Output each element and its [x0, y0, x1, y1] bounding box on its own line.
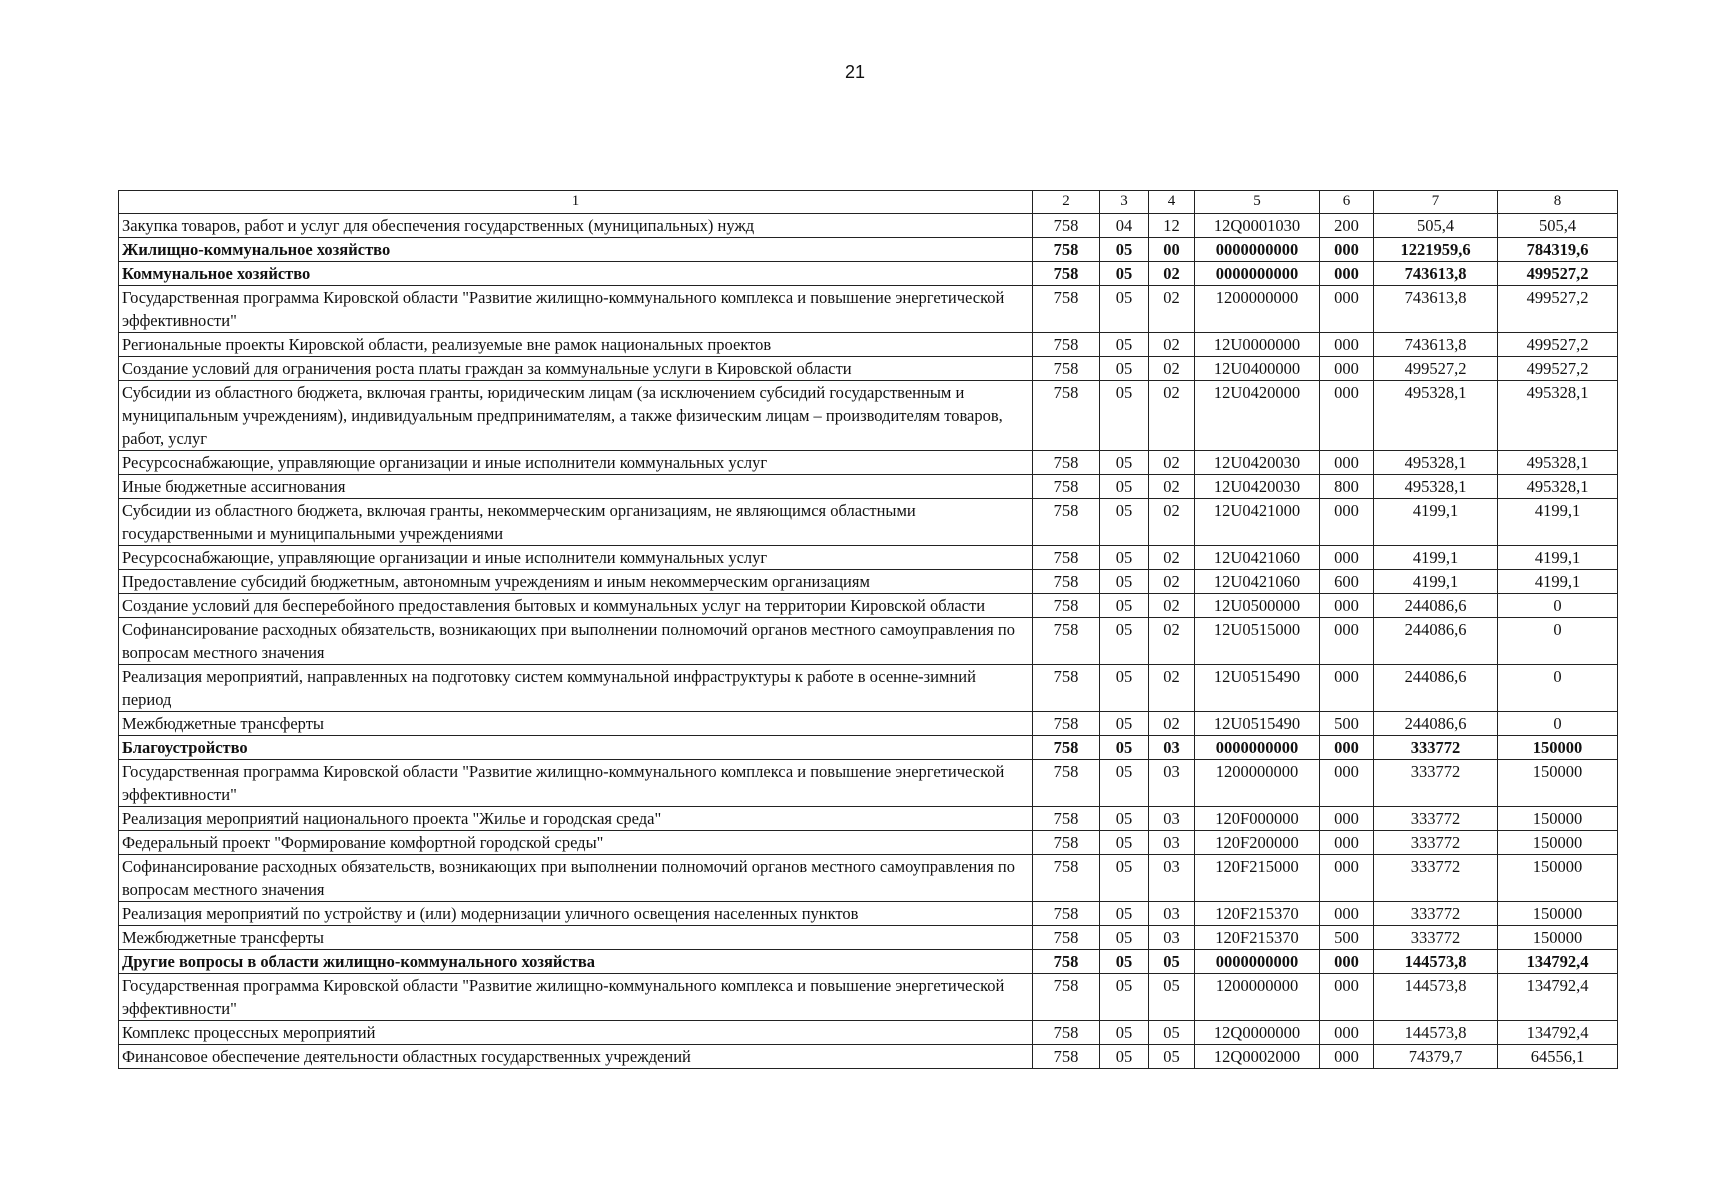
target-article-code: 0000000000 — [1195, 262, 1320, 286]
amount-col-8: 4199,1 — [1498, 499, 1618, 546]
table-body — [119, 214, 1618, 1069]
subsection-code: 02 — [1149, 357, 1195, 381]
target-article-code: 12U0515490 — [1195, 712, 1320, 736]
target-article-code: 12U0420030 — [1195, 451, 1320, 475]
table-row — [119, 262, 1618, 286]
table-row — [119, 333, 1618, 357]
amount-col-7: 499527,2 — [1374, 357, 1498, 381]
amount-col-8: 0 — [1498, 594, 1618, 618]
row-name: Коммунальное хозяйство — [119, 262, 1033, 286]
expense-type-code: 000 — [1320, 499, 1374, 546]
row-name: Межбюджетные трансферты — [119, 712, 1033, 736]
subsection-code: 02 — [1149, 546, 1195, 570]
table-row — [119, 451, 1618, 475]
table-row — [119, 546, 1618, 570]
row-name: Межбюджетные трансферты — [119, 926, 1033, 950]
amount-col-8: 150000 — [1498, 926, 1618, 950]
subsection-code: 02 — [1149, 594, 1195, 618]
amount-col-8: 134792,4 — [1498, 950, 1618, 974]
subsection-code: 03 — [1149, 926, 1195, 950]
chapter-code: 758 — [1033, 546, 1100, 570]
table-row — [119, 855, 1618, 902]
amount-col-7: 333772 — [1374, 736, 1498, 760]
expense-type-code: 000 — [1320, 357, 1374, 381]
row-name: Предоставление субсидий бюджетным, автономным учреждениям и иным некоммерческим организациям — [119, 570, 1033, 594]
section-code: 05 — [1100, 357, 1149, 381]
amount-col-7: 495328,1 — [1374, 381, 1498, 451]
amount-col-8: 150000 — [1498, 760, 1618, 807]
amount-col-7: 333772 — [1374, 831, 1498, 855]
subsection-code: 05 — [1149, 950, 1195, 974]
amount-col-8: 134792,4 — [1498, 1021, 1618, 1045]
chapter-code: 758 — [1033, 570, 1100, 594]
amount-col-7: 144573,8 — [1374, 1021, 1498, 1045]
table-row — [119, 1021, 1618, 1045]
amount-col-8: 499527,2 — [1498, 357, 1618, 381]
chapter-code: 758 — [1033, 333, 1100, 357]
section-code: 05 — [1100, 1021, 1149, 1045]
table-header — [119, 191, 1618, 214]
table-row — [119, 381, 1618, 451]
amount-col-7: 244086,6 — [1374, 665, 1498, 712]
expense-type-code: 000 — [1320, 451, 1374, 475]
subsection-code: 02 — [1149, 381, 1195, 451]
row-name: Ресурсоснабжающие, управляющие организации и иные исполнители коммунальных услуг — [119, 451, 1033, 475]
table-row — [119, 499, 1618, 546]
amount-col-7: 144573,8 — [1374, 950, 1498, 974]
section-code: 05 — [1100, 546, 1149, 570]
subsection-code: 02 — [1149, 286, 1195, 333]
section-code: 05 — [1100, 618, 1149, 665]
chapter-code: 758 — [1033, 855, 1100, 902]
target-article-code: 1200000000 — [1195, 286, 1320, 333]
expense-type-code: 800 — [1320, 475, 1374, 499]
amount-col-8: 150000 — [1498, 902, 1618, 926]
amount-col-7: 333772 — [1374, 855, 1498, 902]
amount-col-7: 495328,1 — [1374, 451, 1498, 475]
expense-type-code: 600 — [1320, 570, 1374, 594]
budget-table — [118, 190, 1618, 1069]
target-article-code: 1200000000 — [1195, 760, 1320, 807]
section-code: 05 — [1100, 902, 1149, 926]
subsection-code: 02 — [1149, 712, 1195, 736]
section-code: 05 — [1100, 1045, 1149, 1069]
subsection-code: 02 — [1149, 451, 1195, 475]
amount-col-8: 499527,2 — [1498, 333, 1618, 357]
row-name: Региональные проекты Кировской области, реализуемые вне рамок национальных проектов — [119, 333, 1033, 357]
row-name: Создание условий для ограничения роста платы граждан за коммунальные услуги в Кировской области — [119, 357, 1033, 381]
table-row — [119, 357, 1618, 381]
section-code: 05 — [1100, 238, 1149, 262]
section-code: 05 — [1100, 381, 1149, 451]
section-code: 05 — [1100, 665, 1149, 712]
expense-type-code: 000 — [1320, 1045, 1374, 1069]
header-row — [119, 191, 1618, 214]
chapter-code: 758 — [1033, 238, 1100, 262]
chapter-code: 758 — [1033, 262, 1100, 286]
expense-type-code: 000 — [1320, 950, 1374, 974]
chapter-code: 758 — [1033, 499, 1100, 546]
section-code: 05 — [1100, 760, 1149, 807]
subsection-code: 02 — [1149, 570, 1195, 594]
row-name: Иные бюджетные ассигнования — [119, 475, 1033, 499]
section-code: 05 — [1100, 736, 1149, 760]
expense-type-code: 000 — [1320, 760, 1374, 807]
target-article-code: 0000000000 — [1195, 238, 1320, 262]
column-header: 2 — [1033, 191, 1100, 214]
expense-type-code: 000 — [1320, 381, 1374, 451]
expense-type-code: 000 — [1320, 807, 1374, 831]
target-article-code: 12U0421060 — [1195, 570, 1320, 594]
chapter-code: 758 — [1033, 357, 1100, 381]
chapter-code: 758 — [1033, 1021, 1100, 1045]
amount-col-7: 244086,6 — [1374, 618, 1498, 665]
target-article-code: 12U0000000 — [1195, 333, 1320, 357]
row-name: Субсидии из областного бюджета, включая гранты, юридическим лицам (за исключением субсидий государственным и муниципальным учреждениям), индивидуальным предпринимателям, а также физическим лицам – производителям товаров, работ, услуг — [119, 381, 1033, 451]
amount-col-7: 1221959,6 — [1374, 238, 1498, 262]
table-row — [119, 902, 1618, 926]
amount-col-7: 495328,1 — [1374, 475, 1498, 499]
target-article-code: 12U0515000 — [1195, 618, 1320, 665]
table-row — [119, 807, 1618, 831]
chapter-code: 758 — [1033, 902, 1100, 926]
chapter-code: 758 — [1033, 618, 1100, 665]
expense-type-code: 200 — [1320, 214, 1374, 238]
row-name: Благоустройство — [119, 736, 1033, 760]
target-article-code: 12U0515490 — [1195, 665, 1320, 712]
row-name: Субсидии из областного бюджета, включая гранты, некоммерческим организациям, не являющимся областными государственными и муниципальными учреждениями — [119, 499, 1033, 546]
target-article-code: 12U0500000 — [1195, 594, 1320, 618]
chapter-code: 758 — [1033, 950, 1100, 974]
expense-type-code: 000 — [1320, 594, 1374, 618]
amount-col-8: 64556,1 — [1498, 1045, 1618, 1069]
row-name: Комплекс процессных мероприятий — [119, 1021, 1033, 1045]
table-row — [119, 214, 1618, 238]
chapter-code: 758 — [1033, 451, 1100, 475]
table-row — [119, 760, 1618, 807]
amount-col-7: 333772 — [1374, 760, 1498, 807]
expense-type-code: 000 — [1320, 736, 1374, 760]
target-article-code: 120F215370 — [1195, 902, 1320, 926]
table-row — [119, 570, 1618, 594]
table-row — [119, 736, 1618, 760]
table-row — [119, 831, 1618, 855]
row-name: Софинансирование расходных обязательств, возникающих при выполнении полномочий органов местного самоуправления по вопросам местного значения — [119, 618, 1033, 665]
amount-col-8: 0 — [1498, 618, 1618, 665]
chapter-code: 758 — [1033, 736, 1100, 760]
amount-col-7: 505,4 — [1374, 214, 1498, 238]
amount-col-7: 743613,8 — [1374, 262, 1498, 286]
row-name: Жилищно-коммунальное хозяйство — [119, 238, 1033, 262]
table-row — [119, 594, 1618, 618]
subsection-code: 02 — [1149, 475, 1195, 499]
section-code: 05 — [1100, 974, 1149, 1021]
target-article-code: 12Q0000000 — [1195, 1021, 1320, 1045]
table-row — [119, 974, 1618, 1021]
table-row — [119, 286, 1618, 333]
row-name: Реализация мероприятий, направленных на подготовку систем коммунальной инфраструктуры к работе в осенне-зимний период — [119, 665, 1033, 712]
amount-col-8: 150000 — [1498, 831, 1618, 855]
expense-type-code: 000 — [1320, 855, 1374, 902]
chapter-code: 758 — [1033, 381, 1100, 451]
amount-col-8: 0 — [1498, 665, 1618, 712]
subsection-code: 03 — [1149, 736, 1195, 760]
section-code: 05 — [1100, 855, 1149, 902]
expense-type-code: 000 — [1320, 665, 1374, 712]
amount-col-7: 743613,8 — [1374, 333, 1498, 357]
target-article-code: 120F200000 — [1195, 831, 1320, 855]
chapter-code: 758 — [1033, 831, 1100, 855]
target-article-code: 12U0400000 — [1195, 357, 1320, 381]
section-code: 05 — [1100, 570, 1149, 594]
expense-type-code: 000 — [1320, 238, 1374, 262]
subsection-code: 02 — [1149, 499, 1195, 546]
amount-col-7: 74379,7 — [1374, 1045, 1498, 1069]
chapter-code: 758 — [1033, 214, 1100, 238]
amount-col-8: 4199,1 — [1498, 570, 1618, 594]
chapter-code: 758 — [1033, 475, 1100, 499]
target-article-code: 12U0421000 — [1195, 499, 1320, 546]
expense-type-code: 000 — [1320, 831, 1374, 855]
amount-col-7: 4199,1 — [1374, 546, 1498, 570]
table-row — [119, 238, 1618, 262]
subsection-code: 02 — [1149, 262, 1195, 286]
row-name: Государственная программа Кировской области "Развитие жилищно-коммунального комплекса и повышение энергетической эффективности" — [119, 760, 1033, 807]
target-article-code: 0000000000 — [1195, 950, 1320, 974]
row-name: Финансовое обеспечение деятельности областных государственных учреждений — [119, 1045, 1033, 1069]
row-name: Государственная программа Кировской области "Развитие жилищно-коммунального комплекса и повышение энергетической эффективности" — [119, 286, 1033, 333]
chapter-code: 758 — [1033, 926, 1100, 950]
subsection-code: 05 — [1149, 1045, 1195, 1069]
column-header: 4 — [1149, 191, 1195, 214]
section-code: 05 — [1100, 950, 1149, 974]
amount-col-7: 333772 — [1374, 926, 1498, 950]
column-header: 8 — [1498, 191, 1618, 214]
column-header: 6 — [1320, 191, 1374, 214]
row-name: Государственная программа Кировской области "Развитие жилищно-коммунального комплекса и повышение энергетической эффективности" — [119, 974, 1033, 1021]
row-name: Другие вопросы в области жилищно-коммунального хозяйства — [119, 950, 1033, 974]
chapter-code: 758 — [1033, 807, 1100, 831]
amount-col-7: 4199,1 — [1374, 570, 1498, 594]
section-code: 05 — [1100, 451, 1149, 475]
subsection-code: 03 — [1149, 855, 1195, 902]
row-name: Софинансирование расходных обязательств, возникающих при выполнении полномочий органов местного самоуправления по вопросам местного значения — [119, 855, 1033, 902]
amount-col-8: 495328,1 — [1498, 451, 1618, 475]
expense-type-code: 000 — [1320, 333, 1374, 357]
expense-type-code: 000 — [1320, 262, 1374, 286]
section-code: 05 — [1100, 712, 1149, 736]
subsection-code: 03 — [1149, 902, 1195, 926]
row-name: Создание условий для бесперебойного предоставления бытовых и коммунальных услуг на территории Кировской области — [119, 594, 1033, 618]
expense-type-code: 000 — [1320, 902, 1374, 926]
section-code: 05 — [1100, 807, 1149, 831]
subsection-code: 02 — [1149, 618, 1195, 665]
subsection-code: 00 — [1149, 238, 1195, 262]
amount-col-8: 499527,2 — [1498, 262, 1618, 286]
amount-col-7: 244086,6 — [1374, 712, 1498, 736]
column-header: 3 — [1100, 191, 1149, 214]
table-row — [119, 950, 1618, 974]
amount-col-8: 784319,6 — [1498, 238, 1618, 262]
subsection-code: 03 — [1149, 807, 1195, 831]
target-article-code: 0000000000 — [1195, 736, 1320, 760]
section-code: 05 — [1100, 926, 1149, 950]
amount-col-7: 333772 — [1374, 902, 1498, 926]
subsection-code: 03 — [1149, 831, 1195, 855]
amount-col-7: 333772 — [1374, 807, 1498, 831]
expense-type-code: 000 — [1320, 1021, 1374, 1045]
expense-type-code: 000 — [1320, 618, 1374, 665]
expense-type-code: 000 — [1320, 286, 1374, 333]
subsection-code: 03 — [1149, 760, 1195, 807]
target-article-code: 12U0421060 — [1195, 546, 1320, 570]
amount-col-8: 150000 — [1498, 736, 1618, 760]
section-code: 05 — [1100, 499, 1149, 546]
row-name: Федеральный проект "Формирование комфортной городской среды" — [119, 831, 1033, 855]
amount-col-8: 505,4 — [1498, 214, 1618, 238]
table-row — [119, 1045, 1618, 1069]
expense-type-code: 500 — [1320, 926, 1374, 950]
expense-type-code: 500 — [1320, 712, 1374, 736]
subsection-code: 02 — [1149, 665, 1195, 712]
subsection-code: 12 — [1149, 214, 1195, 238]
table-row — [119, 475, 1618, 499]
subsection-code: 05 — [1149, 974, 1195, 1021]
chapter-code: 758 — [1033, 665, 1100, 712]
row-name: Реализация мероприятий национального проекта "Жилье и городская среда" — [119, 807, 1033, 831]
section-code: 05 — [1100, 475, 1149, 499]
target-article-code: 120F000000 — [1195, 807, 1320, 831]
subsection-code: 05 — [1149, 1021, 1195, 1045]
section-code: 05 — [1100, 831, 1149, 855]
amount-col-8: 0 — [1498, 712, 1618, 736]
target-article-code: 120F215370 — [1195, 926, 1320, 950]
amount-col-8: 150000 — [1498, 855, 1618, 902]
chapter-code: 758 — [1033, 594, 1100, 618]
subsection-code: 02 — [1149, 333, 1195, 357]
row-name: Реализация мероприятий по устройству и (или) модернизации уличного освещения населенных пунктов — [119, 902, 1033, 926]
section-code: 05 — [1100, 262, 1149, 286]
table-row — [119, 926, 1618, 950]
expense-type-code: 000 — [1320, 546, 1374, 570]
amount-col-8: 495328,1 — [1498, 381, 1618, 451]
row-name: Закупка товаров, работ и услуг для обеспечения государственных (муниципальных) нужд — [119, 214, 1033, 238]
target-article-code: 120F215000 — [1195, 855, 1320, 902]
target-article-code: 12U0420000 — [1195, 381, 1320, 451]
column-header: 7 — [1374, 191, 1498, 214]
amount-col-8: 499527,2 — [1498, 286, 1618, 333]
section-code: 05 — [1100, 594, 1149, 618]
chapter-code: 758 — [1033, 286, 1100, 333]
section-code: 05 — [1100, 286, 1149, 333]
target-article-code: 1200000000 — [1195, 974, 1320, 1021]
section-code: 04 — [1100, 214, 1149, 238]
chapter-code: 758 — [1033, 1045, 1100, 1069]
section-code: 05 — [1100, 333, 1149, 357]
target-article-code: 12Q0001030 — [1195, 214, 1320, 238]
chapter-code: 758 — [1033, 974, 1100, 1021]
page-number: 21 — [844, 62, 866, 82]
table-row — [119, 712, 1618, 736]
table-row — [119, 665, 1618, 712]
target-article-code: 12Q0002000 — [1195, 1045, 1320, 1069]
amount-col-7: 4199,1 — [1374, 499, 1498, 546]
row-name: Ресурсоснабжающие, управляющие организации и иные исполнители коммунальных услуг — [119, 546, 1033, 570]
target-article-code: 12U0420030 — [1195, 475, 1320, 499]
chapter-code: 758 — [1033, 760, 1100, 807]
amount-col-7: 244086,6 — [1374, 594, 1498, 618]
amount-col-8: 4199,1 — [1498, 546, 1618, 570]
column-header: 1 — [119, 191, 1033, 214]
table-row — [119, 618, 1618, 665]
amount-col-8: 134792,4 — [1498, 974, 1618, 1021]
amount-col-8: 150000 — [1498, 807, 1618, 831]
chapter-code: 758 — [1033, 712, 1100, 736]
expense-type-code: 000 — [1320, 974, 1374, 1021]
amount-col-8: 495328,1 — [1498, 475, 1618, 499]
amount-col-7: 144573,8 — [1374, 974, 1498, 1021]
amount-col-7: 743613,8 — [1374, 286, 1498, 333]
column-header: 5 — [1195, 191, 1320, 214]
